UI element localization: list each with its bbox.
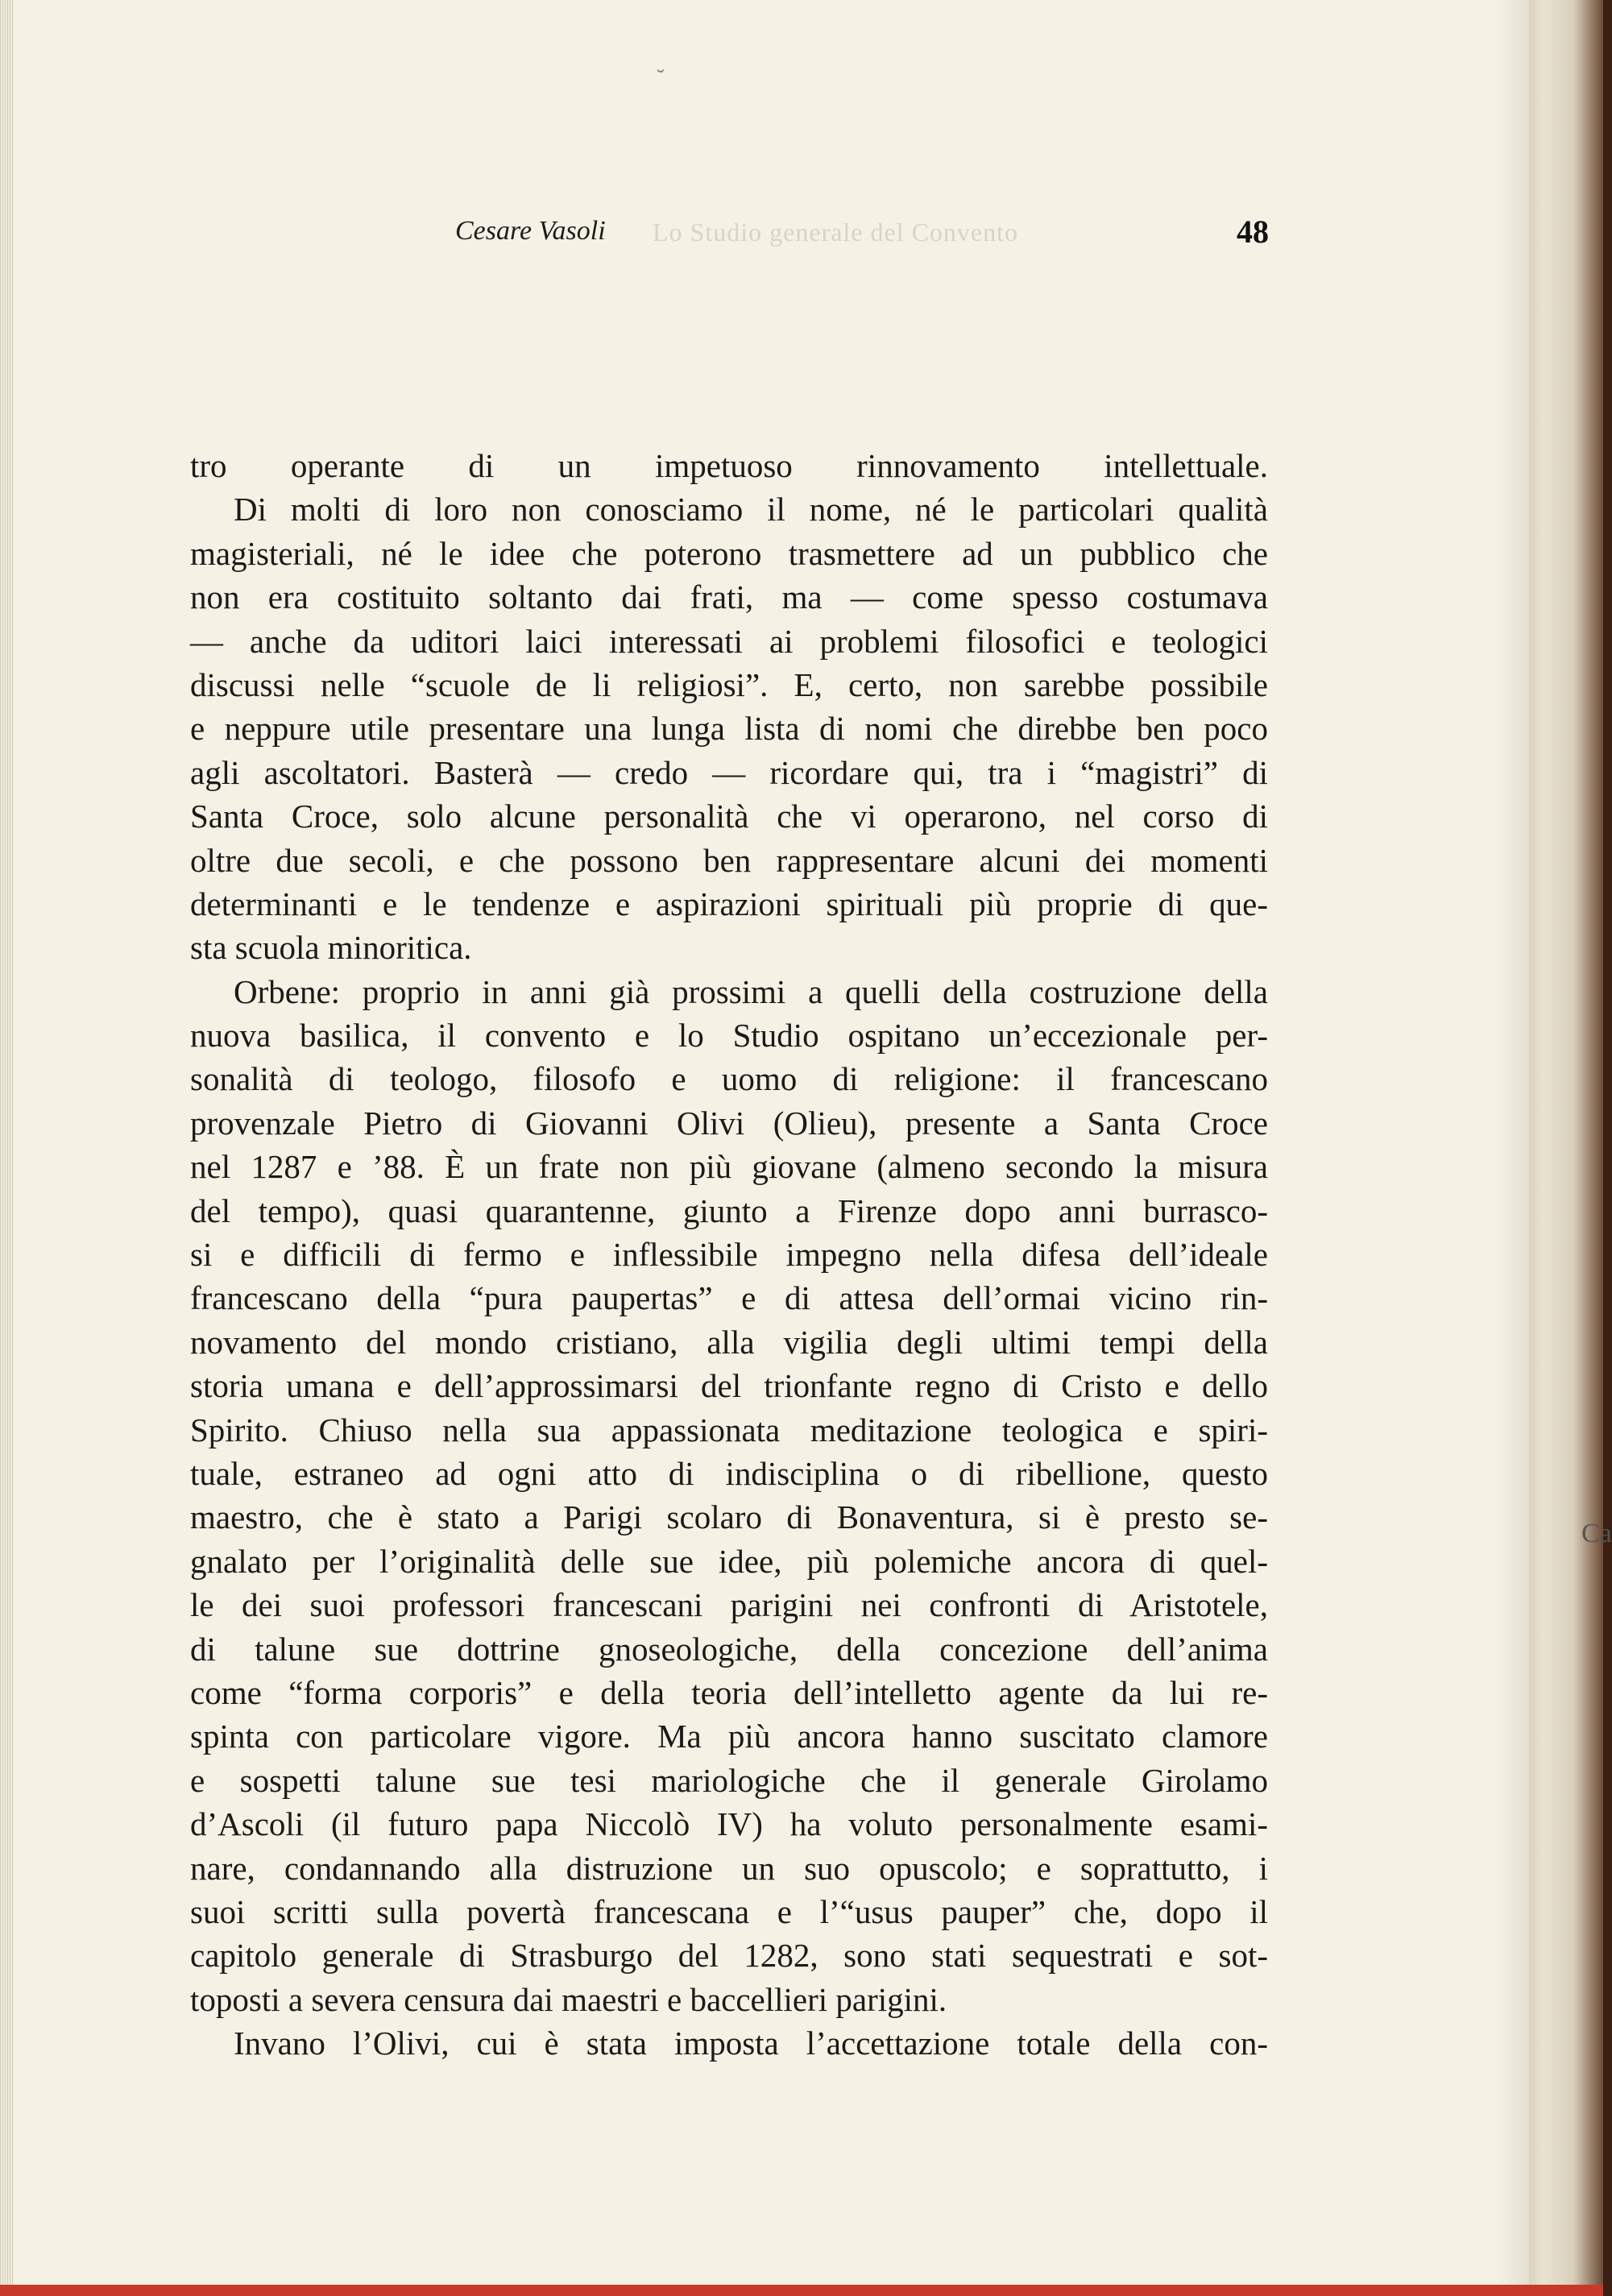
text-line: sta scuola minoritica. (190, 929, 472, 967)
facing-page-edge (1529, 0, 1603, 2285)
text-line: determinanti e le tendenze e aspirazioni spirituali più proprie di que- (190, 885, 1268, 922)
text-line: storia umana e dell’approssimarsi del trionfante regno di Cristo e dello (190, 1367, 1268, 1405)
text-line: nare, condannando alla distruzione un suo opuscolo; e soprattutto, i (190, 1849, 1268, 1887)
show-through-running-head: Lo Studio generale del Convento (653, 218, 1019, 247)
text-line: d’Ascoli (il futuro papa Niccolò IV) ha voluto personalmente esami- (190, 1805, 1268, 1843)
page-number: 48 (1237, 213, 1269, 250)
text-line: maestro, che è stato a Parigi scolaro di Bonaventura, si è presto se- (190, 1498, 1268, 1536)
text-line: tuale, estraneo ad ogni atto di indisciplina o di ribellione, questo (190, 1454, 1268, 1492)
paper-blemish: ˘ (657, 64, 665, 91)
text-line: agli ascoltatori. Basterà — credo — ricordare qui, tra i “magistri” di (190, 753, 1268, 791)
text-line: tro operante di un impetuoso rinnovamento intellettuale. (190, 447, 1268, 484)
running-head: Cesare Vasoli (455, 216, 606, 246)
book-cover-edge (0, 2285, 1603, 2296)
text-line: Santa Croce, solo alcune personalità che vi operarono, nel corso di (190, 798, 1268, 835)
text-line: — anche da uditori laici interessati ai problemi filosofici e teologici (190, 622, 1268, 660)
text-line: sonalità di teologo, filosofo e uomo di religione: il francescano (190, 1060, 1268, 1098)
text-line: francescano della “pura paupertas” e di attesa dell’ormai vicino rin- (190, 1279, 1268, 1317)
text-line: provenzale Pietro di Giovanni Olivi (Olieu), presente a Santa Croce (190, 1104, 1268, 1142)
facing-page-glyph: Ca (1581, 1519, 1612, 1548)
text-line: di talune sue dottrine gnoseologiche, della concezione dell’anima (190, 1630, 1268, 1668)
text-line: Invano l’Olivi, cui è stata imposta l’accettazione totale della con- (234, 2025, 1268, 2062)
text-line: spinta con particolare vigore. Ma più ancora hanno suscitato clamore (190, 1718, 1268, 1755)
text-line: come “forma corporis” e della teoria dell’intelletto agente da lui re- (190, 1673, 1268, 1711)
page-header (455, 213, 1269, 256)
text-line: Spirito. Chiuso nella sua appassionata meditazione teologica e spiri- (190, 1411, 1268, 1448)
text-line: si e difficili di fermo e inflessibile impegno nella difesa dell’ideale (190, 1236, 1268, 1274)
text-line: e neppure utile presentare una lunga lista di nomi che direbbe ben poco (190, 710, 1268, 748)
gutter-shadow (1497, 0, 1529, 2285)
text-line: oltre due secoli, e che possono ben rappresentare alcuni dei momenti (190, 841, 1268, 879)
text-line: le dei suoi professori francescani parigini nei confronti di Aristotele, (190, 1586, 1268, 1624)
body-text (190, 444, 1268, 2065)
text-line: discussi nelle “scuole de li religiosi”. E, certo, non sarebbe possibile (190, 665, 1268, 703)
text-line: Orbene: proprio in anni già prossimi a quelli della costruzione della (234, 972, 1268, 1010)
text-line: novamento del mondo cristiano, alla vigilia degli ultimi tempi della (190, 1323, 1268, 1361)
text-line: toposti a severa censura dai maestri e baccellieri parigini. (190, 1980, 947, 2018)
text-line: del tempo), quasi quarantenne, giunto a Firenze dopo anni burrasco- (190, 1192, 1268, 1229)
text-line: nel 1287 e ’88. È un frate non più giovane (almeno secondo la misura (190, 1148, 1268, 1186)
text-line: magisteriali, né le idee che poterono trasmettere ad un pubblico che (190, 534, 1268, 572)
text-line: nuova basilica, il convento e lo Studio ospitano un’eccezionale per- (190, 1017, 1268, 1055)
text-line: non era costituito soltanto dai frati, ma — come spesso costumava (190, 578, 1268, 616)
page-edge-stack (0, 0, 13, 2285)
text-line: e sospetti talune sue tesi mariologiche che il generale Girolamo (190, 1761, 1268, 1799)
text-line: capitolo generale di Strasburgo del 1282, sono stati sequestrati e sot- (190, 1937, 1268, 1975)
text-line: Di molti di loro non conosciamo il nome, né le particolari qualità (234, 491, 1268, 528)
text-line: gnalato per l’originalità delle sue idee, più polemiche ancora di quel- (190, 1542, 1268, 1580)
text-line: suoi scritti sulla povertà francescana e l’“usus pauper” che, dopo il (190, 1892, 1268, 1930)
